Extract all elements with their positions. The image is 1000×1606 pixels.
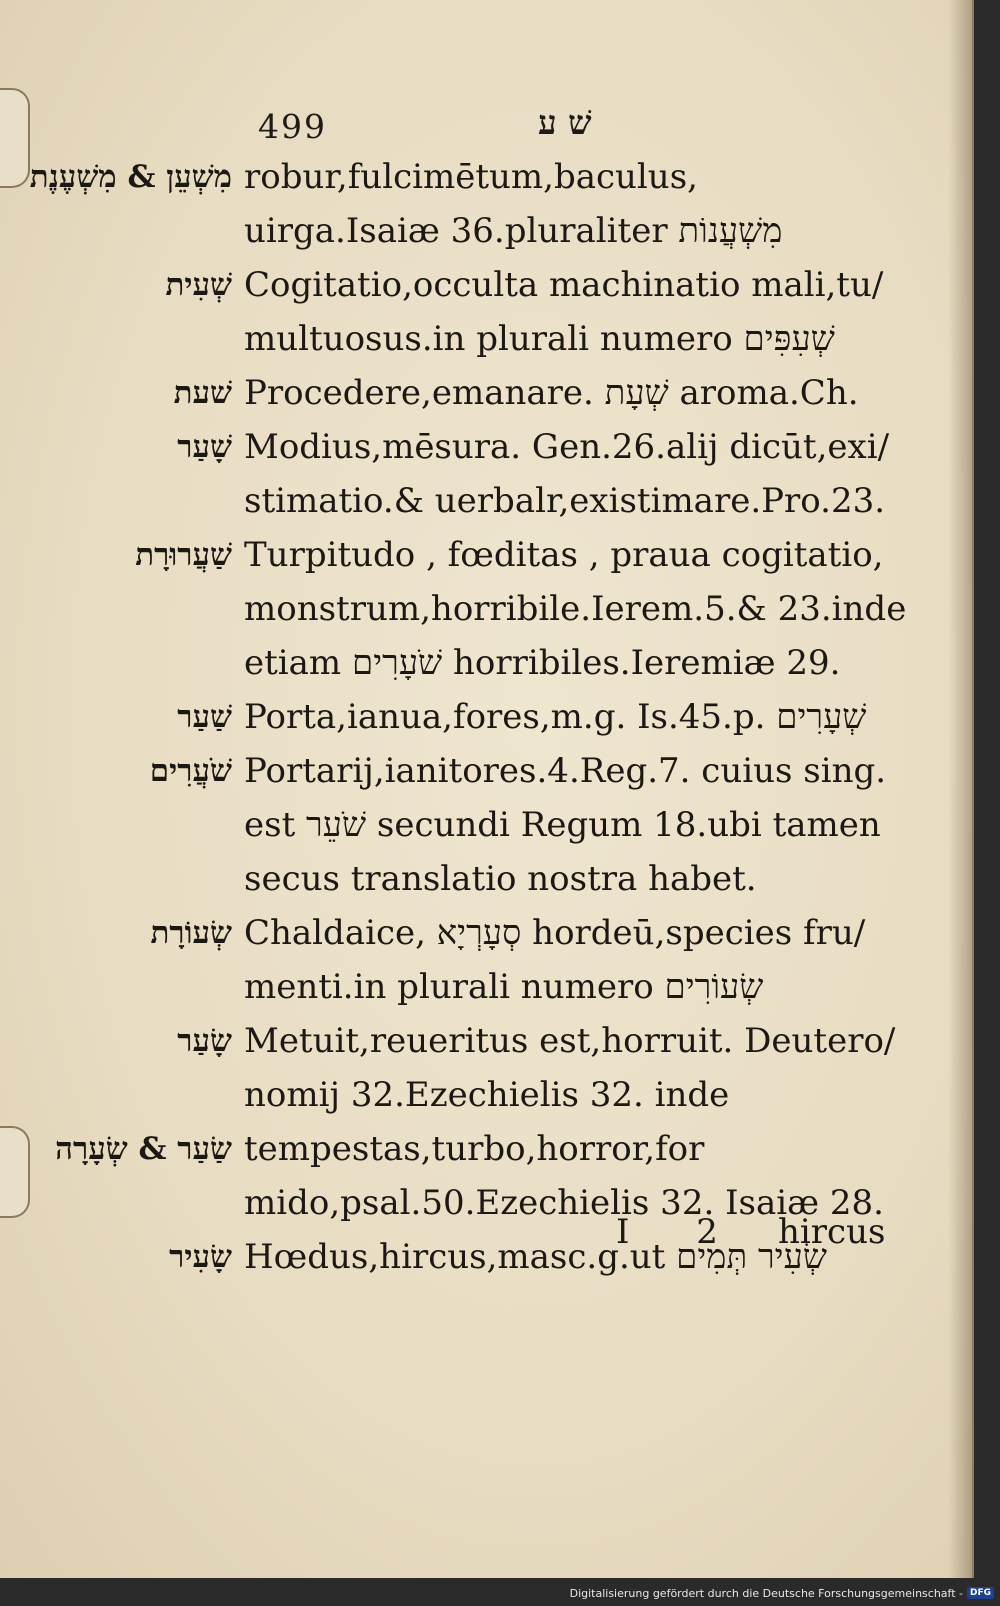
headword: שָׁעַר	[177, 429, 232, 465]
definition-text: est שֹׁעֵר secundi Regum 18.ubi tamen	[244, 805, 881, 845]
running-head: שׁ ע	[538, 103, 592, 142]
entry-line	[0, 258, 972, 312]
definition-text: multuosus.in plurali numero שְׁעִפִּים	[244, 319, 835, 359]
headword: שַׂעַר & שְׂעָרָה	[55, 1131, 232, 1167]
headword: שַׁעַר	[177, 699, 232, 735]
definition-text: stimatio.& uerbalr,existimare.Pro.23.	[244, 481, 886, 521]
entry-line	[0, 1122, 972, 1176]
definition-text: robur,fulcimētum,baculus,	[244, 157, 698, 197]
entry-line	[0, 474, 972, 528]
definition-text: tempestas,turbo,horror,for	[244, 1129, 705, 1169]
catchword: hircus	[778, 1212, 886, 1252]
headword: שְׁעִית	[165, 267, 232, 303]
entry-line	[0, 636, 972, 690]
headword: שָׂעַר	[177, 1023, 232, 1059]
page-header	[0, 103, 972, 153]
entry-line	[0, 852, 972, 906]
definition-text: Metuit,reueritus est,horruit. Deutero/	[244, 1021, 896, 1061]
entry-line	[0, 906, 972, 960]
definition-text: menti.in plurali numero שְׂעוֹרִים	[244, 967, 764, 1007]
entry-line	[0, 204, 972, 258]
definition-text: Turpitudo , fœditas , praua cogitatio,	[244, 535, 884, 575]
digitization-credit	[570, 1584, 994, 1602]
definition-text: Procedere,emanare. שְׁעָת aroma.Ch.	[244, 373, 859, 413]
dfg-logo-icon: DFG	[967, 1587, 994, 1599]
page-number: 499	[258, 107, 327, 146]
definition-text: monstrum,horribile.Ierem.5.& 23.inde	[244, 589, 907, 629]
definition-text: etiam שֹׁעָרִים horribiles.Ieremiæ 29.	[244, 643, 841, 683]
entry-line	[0, 312, 972, 366]
entry-line	[0, 582, 972, 636]
entry-line	[0, 420, 972, 474]
entry-line	[0, 1014, 972, 1068]
credit-text: Digitalisierung gefördert durch die Deutsche Forschungsgemeinschaft -	[569, 1586, 963, 1600]
entry-line	[0, 690, 972, 744]
entry-line	[0, 798, 972, 852]
definition-text: Porta,ianua,fores,m.g. Is.45.p. שְׁעָרִים	[244, 697, 867, 737]
entry-line	[0, 960, 972, 1014]
entry-line	[0, 150, 972, 204]
definition-text: secus translatio nostra habet.	[244, 859, 757, 899]
headword: שֹׁעֲרִים	[149, 753, 232, 789]
dictionary-entries	[0, 150, 972, 1284]
definition-text: Chaldaice, סְעָרְיָא hordeū,species fru/	[244, 913, 866, 953]
definition-text: nomij 32.Ezechielis 32. inde	[244, 1075, 730, 1115]
definition-text: Modius,mēsura. Gen.26.alij dicūt,exi/	[244, 427, 890, 467]
page-footer	[0, 1212, 972, 1262]
definition-text: mido,psal.50.Ezechielis 32. Isaiæ 28.	[244, 1183, 884, 1223]
headword: שָׂעִיר	[169, 1239, 232, 1275]
definition-text: uirga.Isaiæ 36.pluraliter מִשְׁעֲנוֹת	[244, 211, 783, 251]
definition-text: Hœdus,hircus,masc.g.ut שְׂעִיר תְּמִים	[244, 1237, 827, 1277]
definition-text: Portarij,ianitores.4.Reg.7. cuius sing.	[244, 751, 887, 791]
signature-mark: I 2	[616, 1212, 746, 1252]
headword: שְׂעוֹרָת	[150, 915, 232, 951]
headword: מִשְׁעֵן & מִשְׁעֶנֶת	[29, 159, 232, 195]
entry-line	[0, 366, 972, 420]
headword: שַׁעֲרוּרָת	[135, 537, 232, 573]
headword: שׁעת	[173, 375, 232, 411]
entry-line	[0, 528, 972, 582]
entry-line	[0, 744, 972, 798]
entry-line	[0, 1068, 972, 1122]
definition-text: Cogitatio,occulta machinatio mali,tu/	[244, 265, 884, 305]
